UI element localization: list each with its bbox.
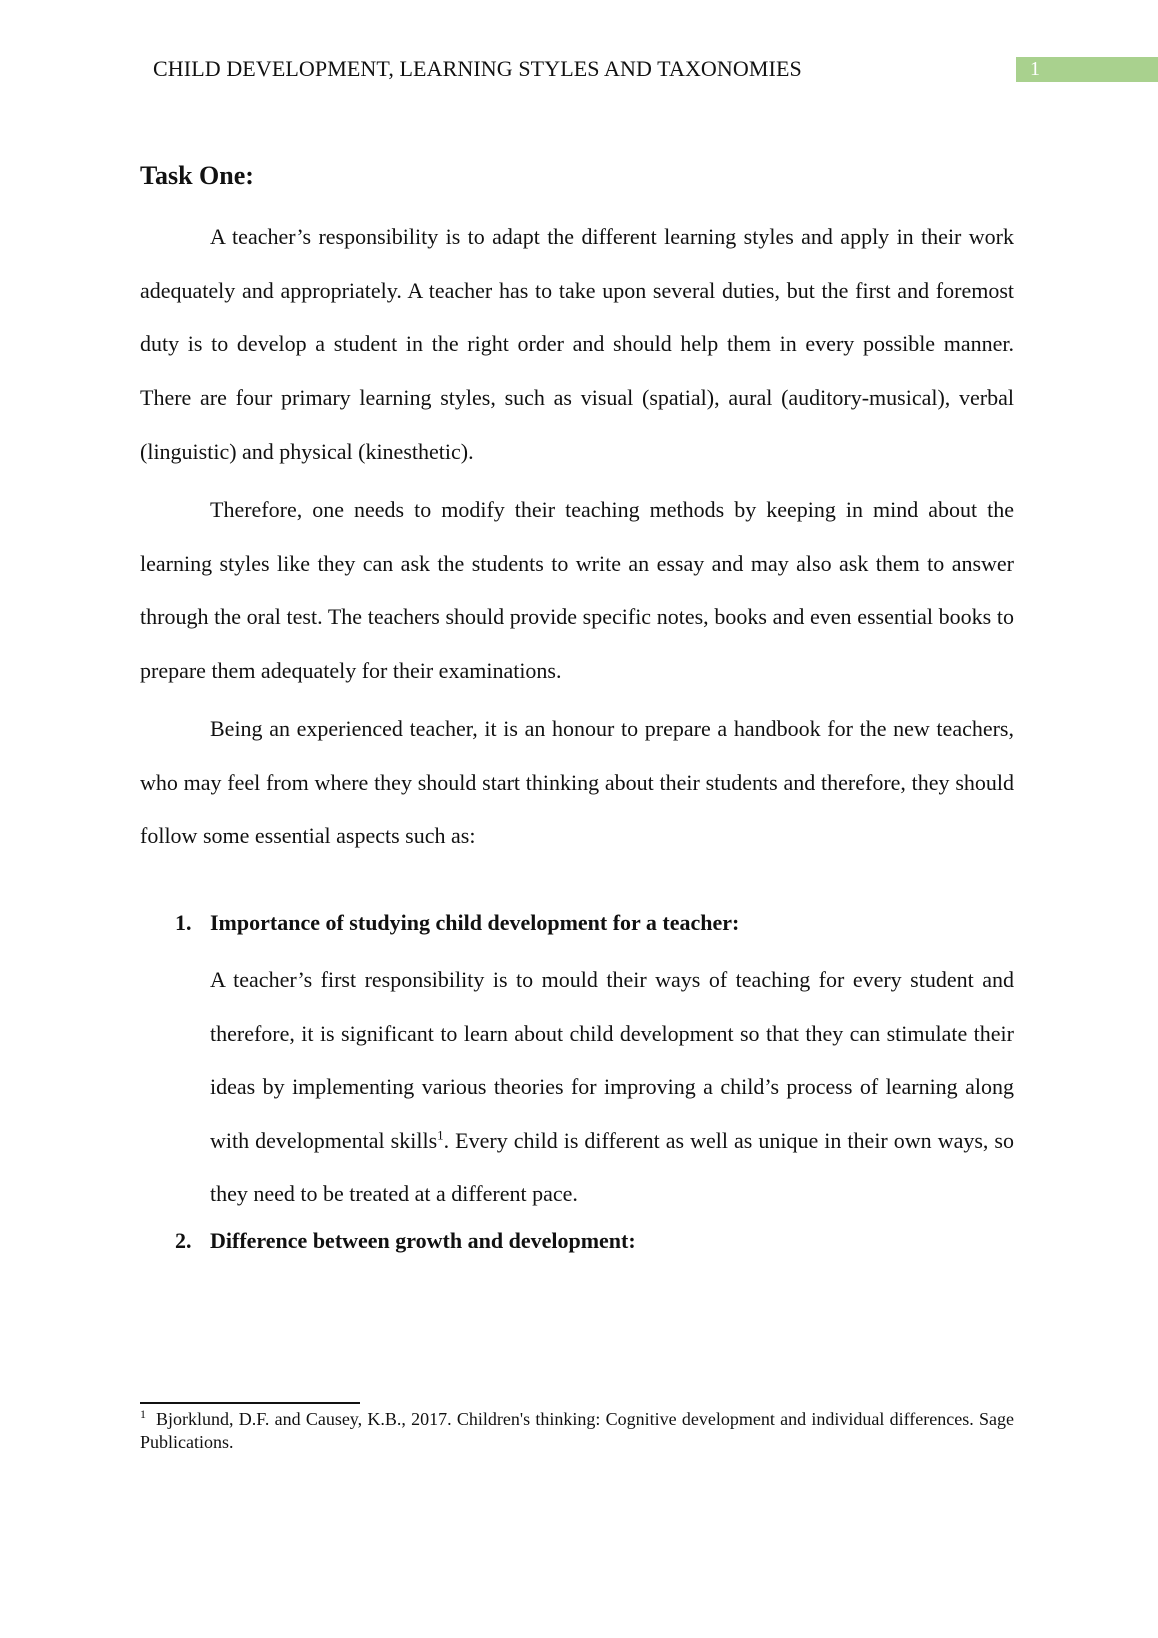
footnote-reference[interactable]: 1 — [437, 1127, 444, 1143]
paragraph-teaching-methods: Therefore, one needs to modify their teaching methods by keeping in mind about the learning styles like they can ask the students to write an essay and may also ask them to answer through the oral test. The teachers should provide specific notes, books and even essential books to prepare them adequately for their examinations. — [140, 497, 1014, 684]
paragraph-handbook-intro: Being an experienced teacher, it is an honour to prepare a handbook for the new teachers, who may feel from where they should start thinking about their students and therefore, they should follow some essential aspects such as: — [140, 716, 1014, 849]
list-item-number: 1. — [175, 910, 192, 935]
list-item-body — [210, 953, 1014, 1221]
list-item-body-text-continued: . Every child is different as well as unique in their own ways, so they need to be treated at a different pace. — [210, 1127, 1014, 1206]
footnote — [140, 1408, 1014, 1454]
list-item-heading — [175, 910, 739, 936]
list-item-heading-text: Importance of studying child development for a teacher: — [210, 910, 740, 935]
list-item-heading — [175, 1228, 636, 1254]
list-item-body-text: A teacher’s first responsibility is to mould their ways of teaching for every student and therefore, it is significant to learn about child development so that they can stimulate their ideas by implementing various theories for improving a child’s process of learning along with developmental skills — [210, 967, 1014, 1153]
footnote-separator — [140, 1402, 360, 1404]
running-header-title: CHILD DEVELOPMENT, LEARNING STYLES AND TAXONOMIES — [153, 56, 802, 81]
section-heading: Task One: — [140, 161, 254, 190]
paragraph-learning-styles: A teacher’s responsibility is to adapt the different learning styles and apply in their work adequately and appropriately. A teacher has to take upon several duties, but the first and foremost duty is to develop a student in the right order and should help them in every possible manner. There are four primary learning styles, such as visual (spatial), aural (auditory-musical), verbal (linguistic) and physical (kinesthetic). — [140, 224, 1014, 464]
page-number: 1 — [1016, 57, 1158, 82]
footnote-text: Bjorklund, D.F. and Causey, K.B., 2017. Children's thinking: Cognitive development and individual differences. Sage Publications. — [140, 1409, 1014, 1452]
list-item-number: 2. — [175, 1228, 192, 1253]
footnote-marker: 1 — [140, 1407, 146, 1421]
list-item-heading-text: Difference between growth and development: — [210, 1228, 636, 1253]
